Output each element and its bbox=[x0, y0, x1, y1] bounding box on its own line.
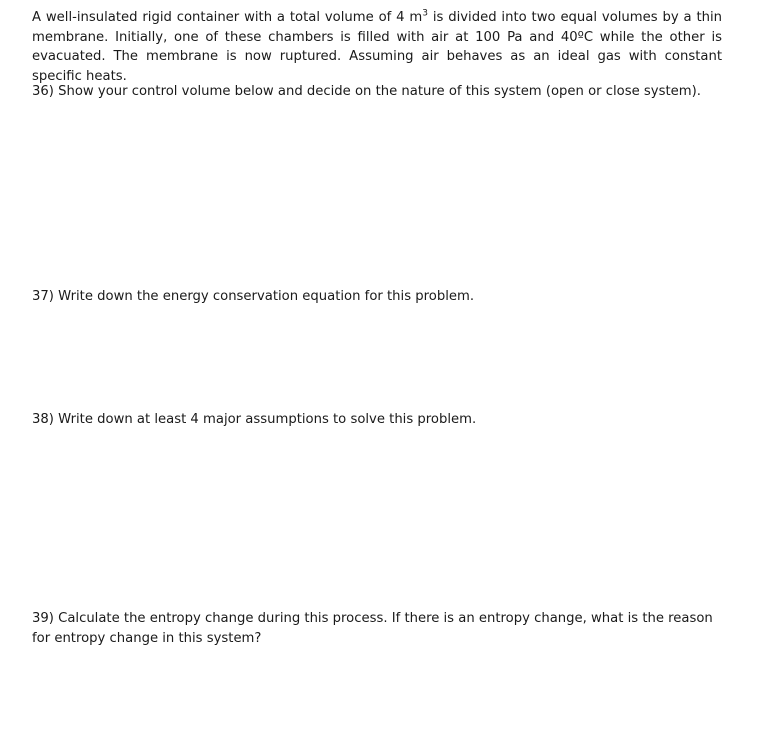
question-37: 37) Write down the energy conservation equation for this problem. bbox=[32, 289, 475, 304]
superscript-cubed: 3 bbox=[422, 8, 428, 19]
question-39: 39) Calculate the entropy change during this process. If there is an entropy change, what is the reason for entropy change in this system? bbox=[32, 611, 713, 646]
question-36: 36) Show your control volume below and decide on the nature of this system (open or close system). bbox=[32, 84, 701, 99]
problem-statement bbox=[32, 8, 722, 86]
problem-text-part1: A well-insulated rigid container with a total volume of 4 m bbox=[32, 10, 423, 25]
problem-text-part2: is divided into two equal volumes by a thin membrane. Initially, one of these chambers is filled with air at 100 Pa and 40ºC while the other is evacuated. The membrane is now ruptured. Assuming air behaves as an ideal gas with constant specific heats. bbox=[32, 10, 722, 84]
question-38: 38) Write down at least 4 major assumptions to solve this problem. bbox=[32, 412, 477, 427]
